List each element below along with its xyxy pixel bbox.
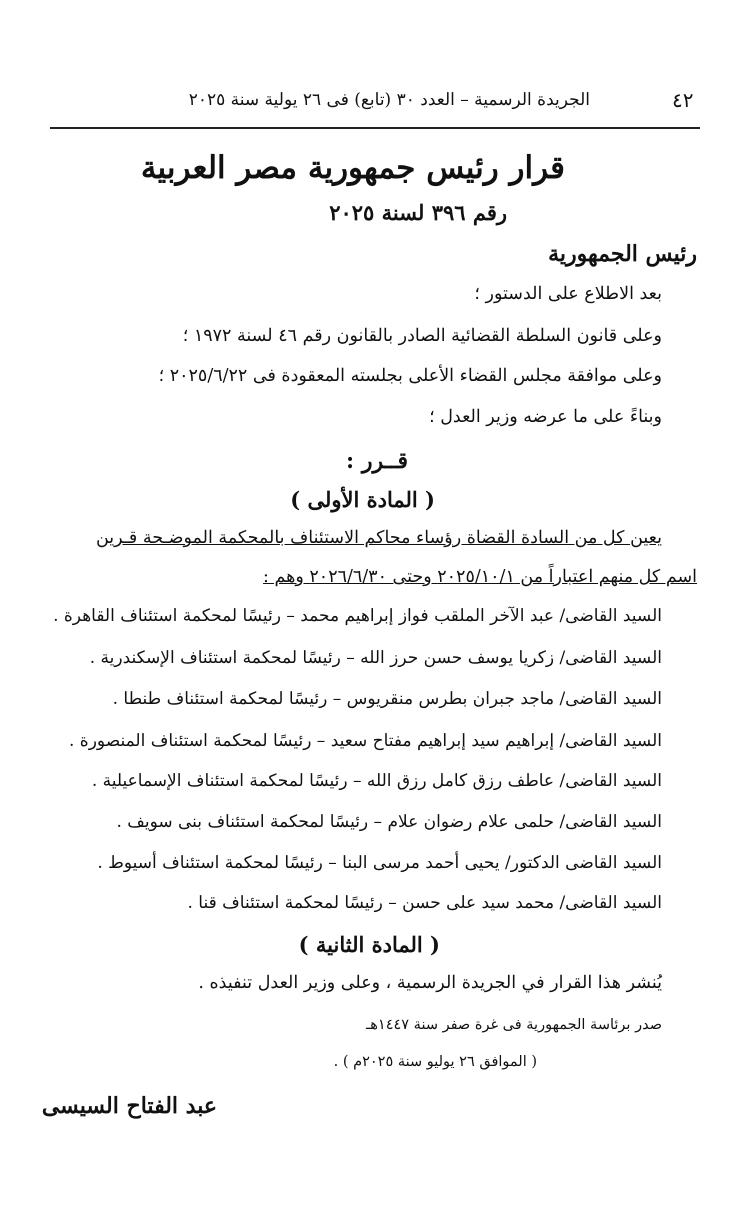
decided-label: قــرر : xyxy=(346,448,408,474)
article-one-heading: ( المادة الأولى ) xyxy=(290,487,435,512)
appointee-line: السيد القاضى/ حلمى علام رضوان علام – رئيسًا لمحكمة استئناف بنى سويف . xyxy=(116,812,662,832)
issuer-heading: رئيس الجمهورية xyxy=(548,241,697,267)
appointee-line: السيد القاضى/ زكريا يوسف حسن حرز الله – رئيسًا لمحكمة استئناف الإسكندرية . xyxy=(89,648,662,668)
article-one-text: اسم كل منهم اعتباراً من ٢٠٢٥/١٠/١ وحتى ٢٠٢٦/٦/٣٠ وهم : xyxy=(263,567,697,587)
preamble-line: وعلى قانون السلطة القضائية الصادر بالقانون رقم ٤٦ لسنة ١٩٧٢ ؛ xyxy=(182,326,662,346)
appointee-line: السيد القاضى/ ماجد جبران بطرس منقريوس – رئيسًا لمحكمة استئناف طنطا . xyxy=(112,689,662,709)
article-two-text: يُنشر هذا القرار في الجريدة الرسمية ، وعلى وزير العدل تنفيذه . xyxy=(198,973,662,993)
preamble-line: بعد الاطلاع على الدستور ؛ xyxy=(474,284,662,304)
appointee-line: السيد القاضى الدكتور/ يحيى أحمد مرسى البنا – رئيسًا لمحكمة استئناف أسيوط . xyxy=(97,853,662,873)
appointee-line: السيد القاضى/ عاطف رزق كامل رزق الله – رئيسًا لمحكمة استئناف الإسماعيلية . xyxy=(91,771,662,791)
preamble-line: وبناءً على ما عرضه وزير العدل ؛ xyxy=(429,407,662,427)
article-one-text: يعين كل من السادة القضاة رؤساء محاكم الاستئناف بالمحكمة الموضـحة قـرين xyxy=(95,528,662,548)
preamble-line: وعلى موافقة مجلس القضاء الأعلى بجلسته المعقودة فى ٢٠٢٥/٦/٢٢ ؛ xyxy=(158,366,662,386)
article-two-heading: ( المادة الثانية ) xyxy=(298,932,440,957)
appointee-line: السيد القاضى/ عبد الآخر الملقب فواز إبراهيم محمد – رئيسًا لمحكمة استئناف القاهرة . xyxy=(53,606,662,626)
gazette-header: الجريدة الرسمية – العدد ٣٠ (تابع) فى ٢٦ يولية سنة ٢٠٢٥ xyxy=(188,90,590,110)
gregorian-date: ( الموافق ٢٦ يوليو سنة ٢٠٢٥م ) . xyxy=(333,1054,537,1070)
issued-date: صدر برئاسة الجمهورية فى غرة صفر سنة ١٤٤٧هـ xyxy=(366,1017,662,1033)
decree-title: قرار رئيس جمهورية مصر العربية xyxy=(140,150,565,186)
page-number: ٤٢ xyxy=(672,88,694,112)
appointee-line: السيد القاضى/ إبراهيم سيد إبراهيم مفتاح سعيد – رئيسًا لمحكمة استئناف المنصورة . xyxy=(69,731,662,751)
header-divider xyxy=(50,127,700,129)
appointee-line: السيد القاضى/ محمد سيد على حسن – رئيسًا لمحكمة استئناف قنا . xyxy=(187,893,662,913)
decree-number: رقم ٣٩٦ لسنة ٢٠٢٥ xyxy=(329,200,507,225)
president-signature: عبد الفتاح السيسى xyxy=(41,1093,217,1119)
